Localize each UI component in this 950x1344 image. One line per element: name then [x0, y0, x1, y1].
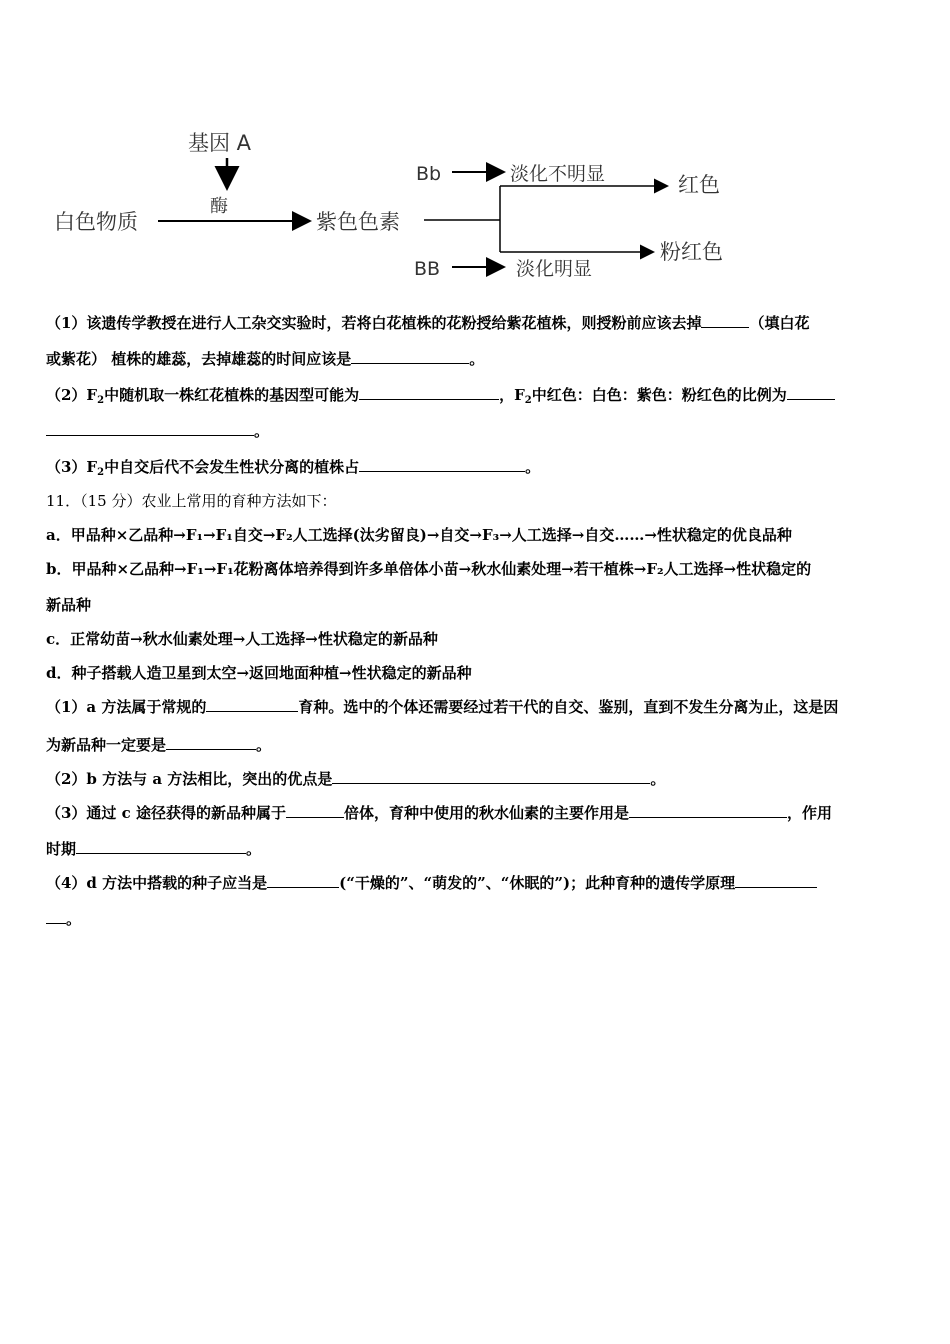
q11-sub4-line1 — [46, 872, 817, 893]
q10-p3-text-b: 中自交后代不会发生性状分离的植株占 — [104, 458, 360, 476]
q11-header: 11．（15 分）农业上常用的育种方法如下： — [46, 492, 337, 510]
q11-s3-end: 。 — [246, 840, 262, 858]
q10-part2-line2 — [46, 420, 269, 441]
blank — [359, 456, 525, 472]
enzyme-label: 酶 — [210, 196, 228, 217]
q11-method-b-line1: b．甲品种×乙品种→F₁→F₁花粉离体培养得到许多单倍体小苗→秋水仙素处理→若干植株→F₂人工选择→性状稳定的 — [46, 560, 812, 578]
q11-s1-text-c: 为新品种一定要是 — [46, 736, 167, 754]
bb-upper-effect: 淡化不明显 — [510, 163, 606, 185]
blank — [787, 384, 835, 400]
q11-sub1-line1 — [46, 696, 838, 717]
q11-s2-text-a: （2）b 方法与 a 方法相比，突出的优点是 — [46, 770, 333, 788]
subscript-2: 2 — [97, 395, 105, 406]
q11-s4-text-a: （4）d 方法中搭载的种子应当是 — [46, 874, 268, 892]
gene-a-label: 基因 A — [188, 131, 252, 155]
q10-p1-end: 。 — [469, 350, 485, 368]
blank — [206, 696, 298, 712]
blank — [351, 348, 469, 364]
q10-part1-line2 — [46, 348, 484, 369]
q10-p3-end: 。 — [525, 458, 541, 476]
q11-method-b-line2: 新品种 — [46, 596, 92, 614]
pigment-pathway-diagram — [40, 120, 760, 290]
q10-p2-end: 。 — [254, 422, 270, 440]
genotype-bb-upper: Bb — [416, 163, 442, 185]
q11-s3-text-b: 倍体，育种中使用的秋水仙素的主要作用是 — [344, 804, 630, 822]
blank — [286, 802, 344, 818]
q10-p2-text-a: （2）F — [46, 386, 98, 404]
q10-part3 — [46, 456, 540, 477]
pink-result: 粉红色 — [660, 240, 723, 264]
q11-s4-end: 。 — [66, 910, 82, 928]
q11-s4-text-b: (“干燥的”、“萌发的”、“休眠的”)；此种育种的遗传学原理 — [339, 874, 736, 892]
subscript-2: 2 — [97, 467, 105, 478]
q11-sub4-line2 — [46, 908, 81, 929]
q11-method-d: d．种子搭载人造卫星到太空→返回地面种植→性状稳定的新品种 — [46, 664, 472, 682]
white-substance-node: 白色物质 — [54, 210, 138, 234]
q10-p2-text-b: 中随机取一株红花植株的基因型可能为 — [104, 386, 360, 404]
subscript-2: 2 — [524, 395, 532, 406]
q11-s1-text-a: （1）a 方法属于常规的 — [46, 698, 207, 716]
q10-p2-text-d: 中红色：白色：紫色：粉红色的比例为 — [531, 386, 787, 404]
red-result: 红色 — [678, 173, 720, 197]
blank — [359, 384, 499, 400]
pathway-svg — [40, 120, 760, 290]
blank — [735, 872, 817, 888]
blank — [46, 908, 66, 924]
q10-p1-text-a: （1）该遗传学教授在进行人工杂交实验时，若将白花植株的花粉授给紫花植株，则授粉前应该去掉 — [46, 314, 702, 332]
blank — [166, 734, 256, 750]
q11-method-a: a．甲品种×乙品种→F₁→F₁自交→F₂人工选择(汰劣留良)→自交→F₃→人工选择→自交……→性状稳定的优良品种 — [46, 526, 792, 544]
blank — [46, 420, 254, 436]
q11-sub2 — [46, 768, 665, 789]
q11-s2-end: 。 — [650, 770, 666, 788]
q11-s3-text-c: ，作用 — [787, 804, 833, 822]
purple-pigment-node: 紫色色素 — [316, 210, 400, 234]
q11-s1-end: 。 — [256, 736, 272, 754]
q10-p2-text-c: ，F — [499, 386, 525, 404]
q11-sub1-line2 — [46, 734, 271, 755]
q10-p1-text-b: （填白花 — [749, 314, 810, 332]
genotype-bb-lower: BB — [414, 258, 441, 280]
blank — [267, 872, 339, 888]
q10-part2-line1 — [46, 384, 835, 405]
q11-s1-text-b: 育种。选中的个体还需要经过若干代的自交、鉴别，直到不发生分离为止，这是因 — [298, 698, 839, 716]
q10-p1-text-c: 或紫花） 植株的雄蕊，去掉雄蕊的时间应该是 — [46, 350, 352, 368]
blank — [629, 802, 787, 818]
blank — [701, 312, 749, 328]
q11-s3-text-d: 时期 — [46, 840, 77, 858]
q10-part1-line1 — [46, 312, 809, 333]
q11-s3-text-a: （3）通过 c 途径获得的新品种属于 — [46, 804, 287, 822]
q10-p3-text-a: （3）F — [46, 458, 98, 476]
blank — [332, 768, 650, 784]
q11-sub3-line2 — [46, 838, 261, 859]
q11-method-c: c．正常幼苗→秋水仙素处理→人工选择→性状稳定的新品种 — [46, 630, 438, 648]
q11-sub3-line1 — [46, 802, 832, 823]
blank — [76, 838, 246, 854]
bb-lower-effect: 淡化明显 — [516, 258, 593, 280]
